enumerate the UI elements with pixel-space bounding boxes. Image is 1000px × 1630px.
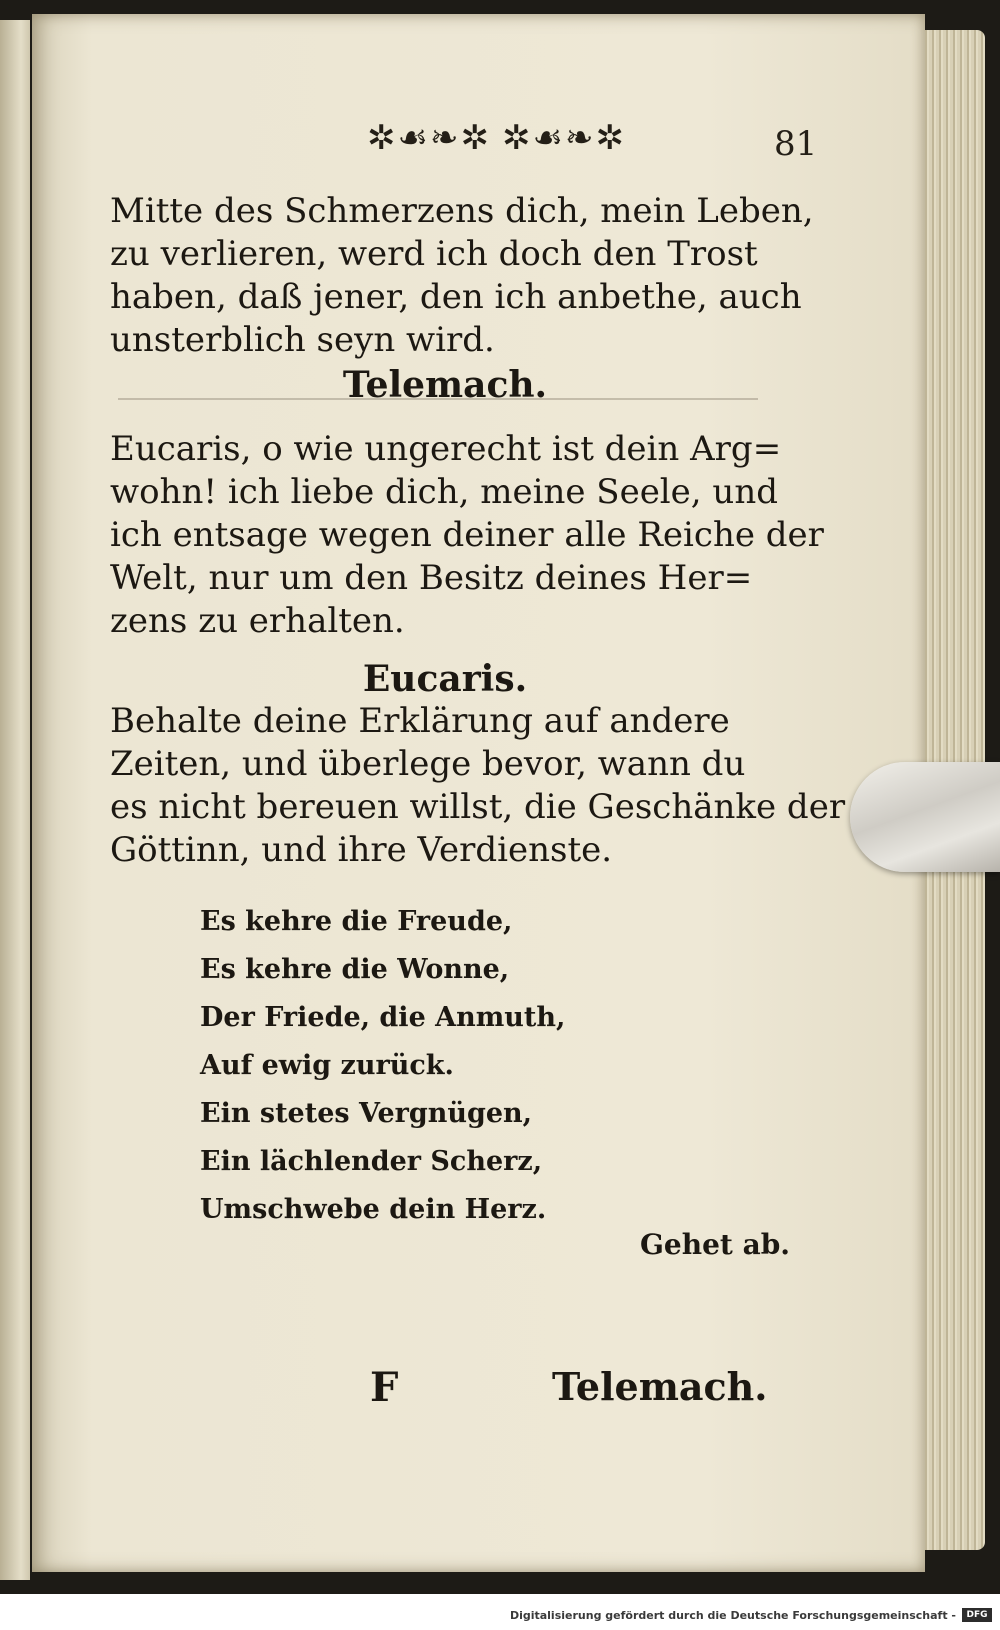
left-page-edge	[0, 20, 30, 1580]
verse-line: Auf ewig zurück.	[200, 1050, 454, 1081]
text-line: zens zu erhalten.	[110, 601, 405, 641]
speaker-heading-telemach: Telemach.	[342, 364, 548, 406]
signature-mark: F	[370, 1364, 399, 1411]
paragraph-2	[110, 428, 824, 643]
text-line: Behalte deine Erklärung auf andere	[110, 701, 730, 741]
text-line: unsterblich seyn wird.	[110, 320, 495, 360]
dfg-logo-icon: DFG	[962, 1608, 992, 1622]
text-line: haben, daß jener, den ich anbethe, auch	[110, 277, 802, 317]
paragraph-3	[110, 700, 846, 872]
text-line: Göttinn, und ihre Verdienste.	[110, 830, 613, 870]
page-clip	[850, 762, 1000, 872]
paragraph-1	[110, 190, 814, 362]
text-line: Zeiten, und überlege bevor, wann du	[110, 744, 746, 784]
text-line: Eucaris, o wie ungerecht ist dein Arg=	[110, 429, 782, 469]
verse-line: Umschwebe dein Herz.	[200, 1194, 547, 1225]
verse-line: Es kehre die Wonne,	[200, 954, 510, 985]
page-number: 81	[774, 124, 818, 164]
text-line: Mitte des Schmerzens dich, mein Leben,	[110, 191, 814, 231]
speaker-heading-eucaris: Eucaris.	[362, 658, 528, 700]
stage-direction: Gehet ab.	[640, 1228, 791, 1261]
verse-line: Ein stetes Vergnügen,	[200, 1098, 533, 1129]
header-ornament-left: ✲☙❧✲	[367, 118, 491, 158]
text-line: wohn! ich liebe dich, meine Seele, und	[110, 472, 778, 512]
verse-line: Ein lächlender Scherz,	[200, 1146, 543, 1177]
text-line: zu verlieren, werd ich doch den Trost	[110, 234, 758, 274]
text-line: Welt, nur um den Besitz deines Her=	[110, 558, 753, 598]
header-ornament-right: ✲☙❧✲	[502, 118, 626, 158]
footer-credit: Digitalisierung gefördert durch die Deutsche Forschungsgemeinschaft -	[509, 1609, 956, 1622]
digitization-footer	[0, 1594, 1000, 1630]
catchword: Telemach.	[552, 1364, 768, 1409]
text-line: ich entsage wegen deiner alle Reiche der	[110, 515, 824, 555]
verse-line: Der Friede, die Anmuth,	[200, 1002, 566, 1033]
verse-line: Es kehre die Freude,	[200, 906, 513, 937]
verse-block	[200, 898, 565, 1234]
text-line: es nicht bereuen willst, die Geschänke der	[110, 787, 846, 827]
